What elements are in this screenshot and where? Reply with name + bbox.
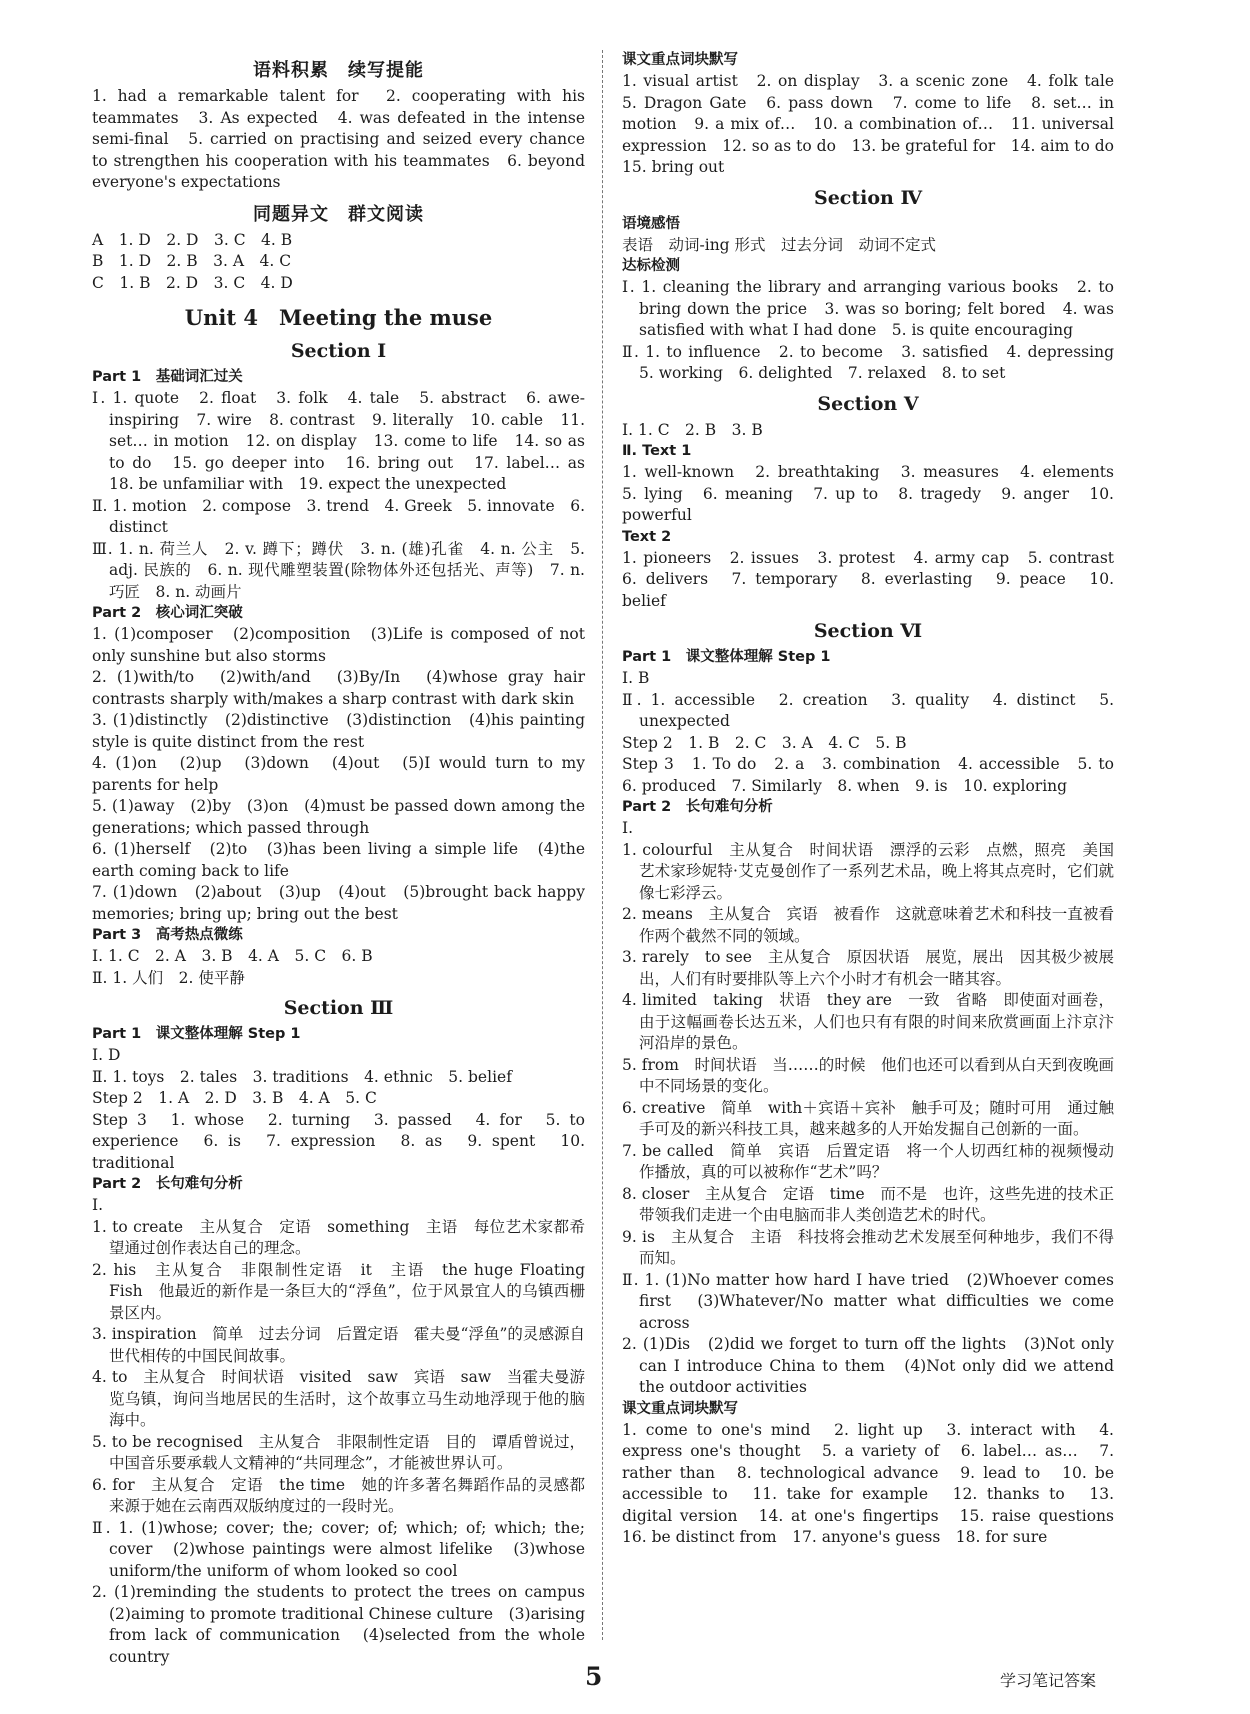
answer-item: Ⅱ. 1. (1)No matter how hard I have tried (2)Whoever comes first (3)Whatever/No matter what difficulties we come across	[622, 1270, 1114, 1332]
part-title: Part 2 核心词汇突破	[92, 605, 243, 621]
section-title: Section Ⅵ	[813, 620, 923, 642]
section-title: Section Ⅴ	[817, 392, 919, 415]
answer-item: Step 2 1. B 2. C 3. A 4. C 5. B	[622, 733, 907, 752]
part-title: Part 2 长句难句分析	[622, 799, 773, 815]
answer-item: 5. (1)away (2)by (3)on (4)must be passed down among the generations; which passed through	[92, 797, 585, 837]
section-title: Section Ⅲ	[283, 997, 394, 1019]
column-divider	[602, 50, 603, 1640]
answer-item: Ⅱ. 1. toys 2. tales 3. traditions 4. ethnic 5. belief	[92, 1067, 512, 1086]
answer-item: Ⅰ. 1. cleaning the library and arranging various books 2. to bring down the price 3. was so boring; felt bored 4. was satisfied with what I had done 5. is quite encouraging	[622, 278, 1114, 339]
block-title: Ⅱ. Text 1	[622, 443, 692, 459]
answer-item: 1. to create 主从复合 定语 something 主语 每位艺术家都希望通过创作表达自己的理念。	[92, 1217, 585, 1257]
answer-item: 2. (1)with/to (2)with/and (3)By/In (4)whose gray hair contrasts sharply with/makes a sharp contrast with dark skin	[92, 668, 585, 708]
part-title: Part 1 基础词汇过关	[92, 369, 243, 385]
answer-item: 5. from 时间状语 当……的时候 他们也还可以看到从白天到夜晚画中不同场景的变化。	[622, 1055, 1114, 1095]
answer-item: 表语 动词-ing 形式 过去分词 动词不定式	[622, 235, 937, 254]
answer-item: 6. for 主从复合 定语 the time 她的许多著名舞蹈作品的灵感都来源于她在云南西双版纳度过的一段时光。	[92, 1475, 585, 1515]
part-title: Part 1 课文整体理解 Step 1	[622, 649, 831, 665]
roman-marker: Ⅰ.	[622, 819, 634, 837]
answer-item: Ⅱ. 1. motion 2. compose 3. trend 4. Greek 5. innovate 6. distinct	[92, 496, 585, 536]
word-chunks: 1. visual artist 2. on display 3. a scenic zone 4. folk tale 5. Dragon Gate 6. pass down 7. come to life 8. set… in motion 9. a mix of… 10. a combination of… 11. universal expression 12. so as to do 13. be grateful for 14. aim to do 15. bring out	[622, 72, 1130, 176]
answer-item: 2. (1)Dis (2)did we forget to turn off the lights (3)Not only can I introduce China to them (4)Not only did we attend the outdoor activities	[622, 1335, 1114, 1396]
answer-item: 8. closer 主从复合 定语 time 而不是 也许，这些先进的技术正带领我们走进一个由电脑而非人类创造艺术的时代。	[622, 1184, 1114, 1224]
word-chunks: 1. come to one's mind 2. light up 3. interact with 4. express one's thought 5. a variety of 6. label… as… 7. rather than 8. technological advance 9. lead to 10. be accessible to 11. take for example 12. thanks to 13. digital version 14. at one's fingertips 15. raise questions 16. be distinct from 17. anyone's guess 18. for sure	[622, 1420, 1130, 1546]
answer-item: Step 3 1. To do 2. a 3. combination 4. accessible 5. to 6. produced 7. Similarly 8. when 9. is 10. exploring	[622, 755, 1130, 795]
answer-item: 3. inspiration 简单 过去分词 后置定语 霍夫曼“浮鱼”的灵感源自世代相传的中国民间故事。	[92, 1325, 585, 1365]
roman-marker: Ⅰ.	[92, 1196, 104, 1214]
answer-item: Ⅰ. D	[92, 1046, 121, 1064]
answer-item: 1. pioneers 2. issues 3. protest 4. army cap 5. contrast 6. delivers 7. temporary 8. everlasting 9. peace 10. belief	[622, 548, 1130, 610]
answer-item: 1. (1)composer (2)composition (3)Life is composed of not only sunshine but also storms	[92, 625, 585, 665]
section-title: Section Ⅰ	[290, 340, 387, 362]
answer-item: 7. be called 简单 宾语 后置定语 将一个人切西红柿的视频慢动作播放，真的可以被称作“艺术”吗？	[622, 1141, 1114, 1181]
answer-item: Ⅰ. B	[622, 669, 650, 687]
block-title: Text 2	[622, 528, 672, 545]
answer-item: 1. colourful 主从复合 时间状语 漂浮的云彩 点燃，照亮 美国艺术家珍妮特·艾克曼创作了一系列艺术品，晚上将其点亮时，它们就像七彩浮云。	[622, 840, 1114, 902]
page-number: 5	[585, 1662, 603, 1691]
answer-item: Ⅲ. 1. n. 荷兰人 2. v. 蹲下；蹲伏 3. n. (雄)孔雀 4. n. 公主 5. adj. 民族的 6. n. 现代雕塑装置(除物体外还包括光、声等) 7. n. 巧匠 8. n. 动画片	[92, 539, 585, 601]
answer-item: 2. (1)reminding the students to protect the trees on campus (2)aiming to promote traditional Chinese culture (3)arising from lack of communication (4)selected from the whole country	[92, 1583, 601, 1666]
corpus-answers: 1. had a remarkable talent for 2. cooperating with his teammates 3. As expected 4. was defeated in the intense semi-final 5. carried on practising and seized every chance to strengthen his cooperation with his teammates 6. beyond everyone's expectations	[92, 87, 585, 191]
answer-item: Ⅱ. 1. (1)whose; cover; the; cover; of; which; of; which; the; cover (2)whose paintings were almost lifelike (3)whose uniform/the uniform of whom looked so cool	[92, 1518, 585, 1580]
answer-item: 7. (1)down (2)about (3)up (4)out (5)brought back happy memories; bring up; bring out the best	[92, 883, 585, 923]
part-title: Part 3 高考热点微练	[92, 927, 243, 943]
abc-line: C 1. B 2. D 3. C 4. D	[92, 273, 293, 292]
answer-item: Ⅰ. 1. C 2. A 3. B 4. A 5. C 6. B	[92, 947, 373, 965]
left-column	[92, 50, 601, 1668]
block-title: 语境感悟	[622, 215, 680, 232]
right-column	[622, 50, 1130, 1549]
unit-title: Unit 4 Meeting the muse	[184, 305, 493, 330]
heading-reading: 同题异文 群文阅读	[253, 203, 424, 225]
part-title: Part 2 长句难句分析	[92, 1176, 243, 1192]
answer-item: 5. to be recognised 主从复合 非限制性定语 目的 谭盾曾说过，中国音乐要承载人文精神的“共同理念”，才能被世界认可。	[92, 1432, 585, 1472]
part-title: Part 1 课文整体理解 Step 1	[92, 1026, 301, 1042]
abc-line: A 1. D 2. D 3. C 4. B	[92, 230, 293, 249]
answer-item: 2. his 主从复合 非限制性定语 it 主语 the huge Floating Fish 他最近的新作是一条巨大的“浮鱼”，位于风景宜人的乌镇西栅景区内。	[92, 1260, 585, 1322]
answer-item: Ⅱ. 1. 人们 2. 使平静	[92, 968, 245, 987]
answer-item: Ⅰ. 1. C 2. B 3. B	[622, 420, 763, 439]
answer-item: 9. is 主从复合 主语 科技将会推动艺术发展至何种地步，我们不得而知。	[622, 1227, 1114, 1267]
abc-line: B 1. D 2. B 3. A 4. C	[92, 252, 292, 270]
answer-item: Ⅰ. 1. quote 2. float 3. folk 4. tale 5. abstract 6. awe-inspiring 7. wire 8. contrast 9. literally 10. cable 11. set… in motion 12. on display 13. come to life 14. so as to do 15. go deeper into 16. bring out 17. label… as 18. be unfamiliar with 19. expect the unexpected	[92, 389, 601, 493]
heading-corpus: 语料积累 续写提能	[253, 60, 424, 81]
answer-item: Step 3 1. whose 2. turning 3. passed 4. for 5. to experience 6. is 7. expression 8. as 9. spent 10. traditional	[92, 1110, 585, 1172]
answer-item: 6. (1)herself (2)to (3)has been living a simple life (4)the earth coming back to life	[92, 840, 585, 880]
answer-item: 1. well-known 2. breathtaking 3. measures 4. elements 5. lying 6. meaning 7. up to 8. tragedy 9. anger 10. powerful	[622, 463, 1130, 524]
answer-item: Ⅱ. 1. accessible 2. creation 3. quality 4. distinct 5. unexpected	[622, 690, 1114, 730]
answer-item: 4. (1)on (2)up (3)down (4)out (5)I would turn to my parents for help	[92, 754, 585, 794]
block-title: 课文重点词块默写	[622, 52, 738, 68]
block-title: 课文重点词块默写	[622, 1400, 738, 1417]
answer-item: Step 2 1. A 2. D 3. B 4. A 5. C	[92, 1089, 377, 1107]
answer-item: 2. means 主从复合 宾语 被看作 这就意味着艺术和科技一直被看作两个截然不同的领域。	[622, 905, 1114, 945]
answer-item: 3. rarely to see 主从复合 原因状语 展览，展出 因其极少被展出，人们有时要排队等上六个小时才有机会一睹其容。	[622, 948, 1114, 988]
footer-label: 学习笔记答案	[1000, 1671, 1097, 1690]
section-title: Section Ⅳ	[813, 186, 923, 209]
answer-item: 4. limited taking 状语 they are 一致 省略 即使面对画卷，由于这幅画卷长达五米，人们也只有有限的时间来欣赏画面上汴京汴河沿岸的景色。	[622, 991, 1114, 1052]
answer-item: 4. to 主从复合 时间状语 visited saw 宾语 saw 当霍夫曼游览乌镇，询问当地居民的生活时，这个故事立马生动地浮现于他的脑海中。	[92, 1368, 585, 1429]
answer-item: 6. creative 简单 with＋宾语＋宾补 触手可及；随时可用 通过触手可及的新兴科技工具，越来越多的人开始发掘自己创新的一面。	[622, 1098, 1114, 1138]
block-title: 达标检测	[622, 258, 680, 274]
answer-item: Ⅱ. 1. to influence 2. to become 3. satisfied 4. depressing 5. working 6. delighted 7. relaxed 8. to set	[622, 342, 1130, 382]
answer-item: 3. (1)distinctly (2)distinctive (3)distinction (4)his painting style is quite distinct from the rest	[92, 711, 585, 751]
